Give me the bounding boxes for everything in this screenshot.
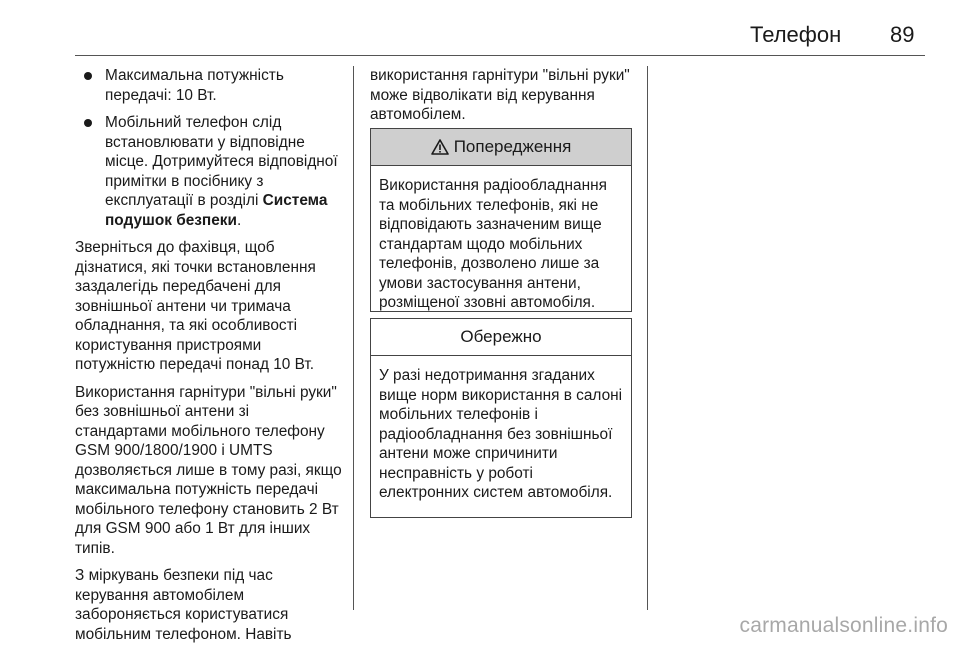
bullet-text: Мобільний телефон слід встановлювати у відповідне місце. Дотримуйтеся відповідної примітки в посібнику з експлуатації в розділі	[105, 114, 338, 209]
column-divider-right	[647, 66, 648, 610]
caution-text: У разі недотримання згаданих вище норм використання в салоні мобільних телефонів і радіообладнання без зовнішньої антени може спричинити несправність у роботі електронних систем автомобіля.	[379, 367, 623, 501]
bullet-text: Максимальна потужність передачі: 10 Вт.	[105, 67, 284, 104]
left-column	[75, 66, 345, 652]
section-reference: Система подушок безпеки	[105, 192, 328, 229]
caution-title: Обережно	[460, 327, 542, 346]
warning-box	[370, 128, 632, 312]
paragraph: Використання гарнітури "вільні руки" без зовнішньої антени зі стандартами мобільного телефону GSM 900/1800/1900 і UMTS дозволяється лише в тому разі, якщо максимальна потужність передачі мобільного телефону становить 2 Вт для GSM 900 або 1 Вт для інших типів.	[75, 383, 342, 557]
paragraph: використання гарнітури "вільні руки" може відволікати від керування автомобілем.	[370, 67, 630, 123]
warning-box-header	[371, 129, 631, 166]
warning-text: Використання радіообладнання та мобільних телефонів, які не відповідають зазначеним вище стандартам щодо мобільних телефонів, дозволено лише за умови застосування антени, розміщеної ззовні автомобіля.	[379, 177, 607, 311]
bullet-tail: .	[236, 211, 242, 229]
bullet-item	[75, 66, 345, 105]
warning-triangle-icon	[431, 139, 449, 155]
paragraph: З міркувань безпеки під час керування автомобілем забороняється користуватися мобільним телефоном. Навіть	[75, 567, 292, 643]
watermark: carmanualsonline.info	[739, 614, 948, 637]
column-divider-left	[353, 66, 354, 610]
caution-box	[370, 318, 632, 518]
paragraph: Зверніться до фахівця, щоб дізнатися, які точки встановлення заздалегідь передбачені для зовнішньої антени чи тримача обладнання, та які особливості користування пристроями потужністю передачі понад 10 Вт.	[75, 239, 316, 373]
middle-column	[370, 66, 632, 125]
bullet-dot-icon	[84, 119, 92, 127]
page-number: 89	[890, 22, 915, 47]
header-rule	[75, 55, 925, 56]
bullet-item	[75, 113, 345, 230]
bullet-dot-icon	[84, 72, 92, 80]
warning-title: Попередження	[453, 137, 572, 156]
caution-box-header	[371, 319, 631, 356]
page-title: Телефон	[750, 22, 842, 47]
